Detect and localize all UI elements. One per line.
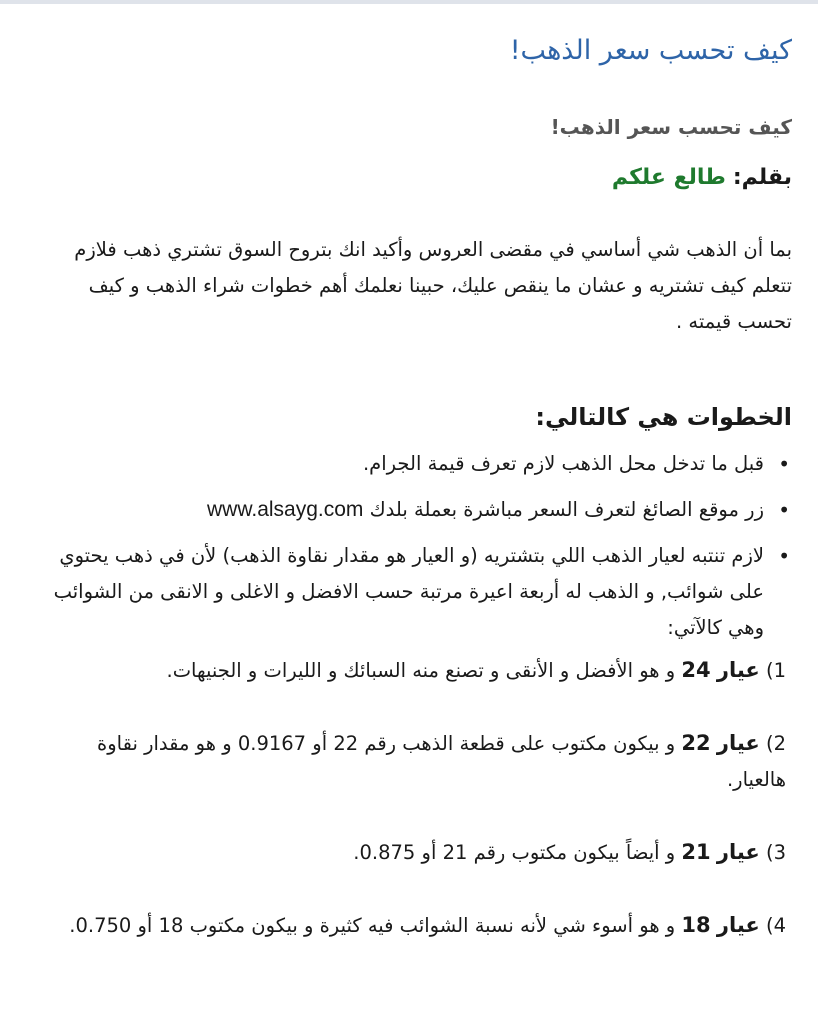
karat-item [40,907,786,944]
karat-text: و هو أسوء شي لأنه نسبة الشوائب فيه كثيرة و بيكون مكتوب 18 أو 0.750. [69,914,676,937]
list-item [40,446,790,482]
karat-text: و هو الأفضل و الأنقى و تصنع منه السبائك و الليرات و الجنيهات. [166,659,676,682]
bullet-icon: • [778,544,790,568]
page-title: كيف تحسب سعر الذهب! [509,35,792,66]
karat-value: 21 [681,840,711,864]
site-link[interactable]: www.alsayg.com [207,498,364,521]
karat-label: عيار [716,731,760,755]
list-item [40,538,790,646]
karat-item [40,725,786,798]
karat-label: عيار [716,840,760,864]
karat-value: 18 [681,913,711,937]
byline-label: بقلم: [732,165,792,190]
karat-label: عيار [716,913,760,937]
steps-heading: الخطوات هي كالتالي: [535,403,792,431]
intro-paragraph: بما أن الذهب شي أساسي في مقضى العروس وأكيد انك بتروح السوق تشتري ذهب فلازم تتعلم كيف تشتريه و عشان ما ينقص عليك، حبينا نعلمك أهم خطوات شراء الذهب و كيف تحسب قيمته . [74,238,792,333]
step-text: لازم تنتبه لعيار الذهب اللي بتشتريه (و العيار هو مقدار نقاوة الذهب) لأن في ذهب يحتوي على شوائب, و الذهب له أربعة اعيرة مرتبة حسب الافضل و الاغلى و الانقى من الشوائب وهي كالآتي: [53,544,764,639]
karat-number: 4) [765,914,786,937]
karat-item [40,834,786,871]
karat-number: 3) [765,841,786,864]
karat-value: 22 [681,731,711,755]
karat-value: 24 [681,658,711,682]
karat-label: عيار [716,658,760,682]
byline [40,162,792,194]
step-text: قبل ما تدخل محل الذهب لازم تعرف قيمة الجرام. [362,452,764,475]
karat-text: و أيضاً بيكون مكتوب رقم 21 أو 0.875. [353,841,676,864]
list-item [40,492,790,528]
karat-item [40,652,786,689]
karat-number: 2) [765,732,786,755]
steps-list [40,446,792,646]
bullet-icon: • [778,498,790,522]
step-text: زر موقع الصائغ لتعرف السعر مباشرة بعملة بلدك [363,498,764,521]
karat-list [40,652,792,944]
karat-number: 1) [765,659,786,682]
author-link[interactable]: طالع علكم [611,165,726,190]
bullet-icon: • [778,452,790,476]
article-subtitle: كيف تحسب سعر الذهب! [550,115,792,139]
top-divider [0,0,818,4]
karat-text: و بيكون مكتوب على قطعة الذهب رقم 22 أو 0.9167 و هو مقدار نقاوة هالعيار. [97,732,786,791]
